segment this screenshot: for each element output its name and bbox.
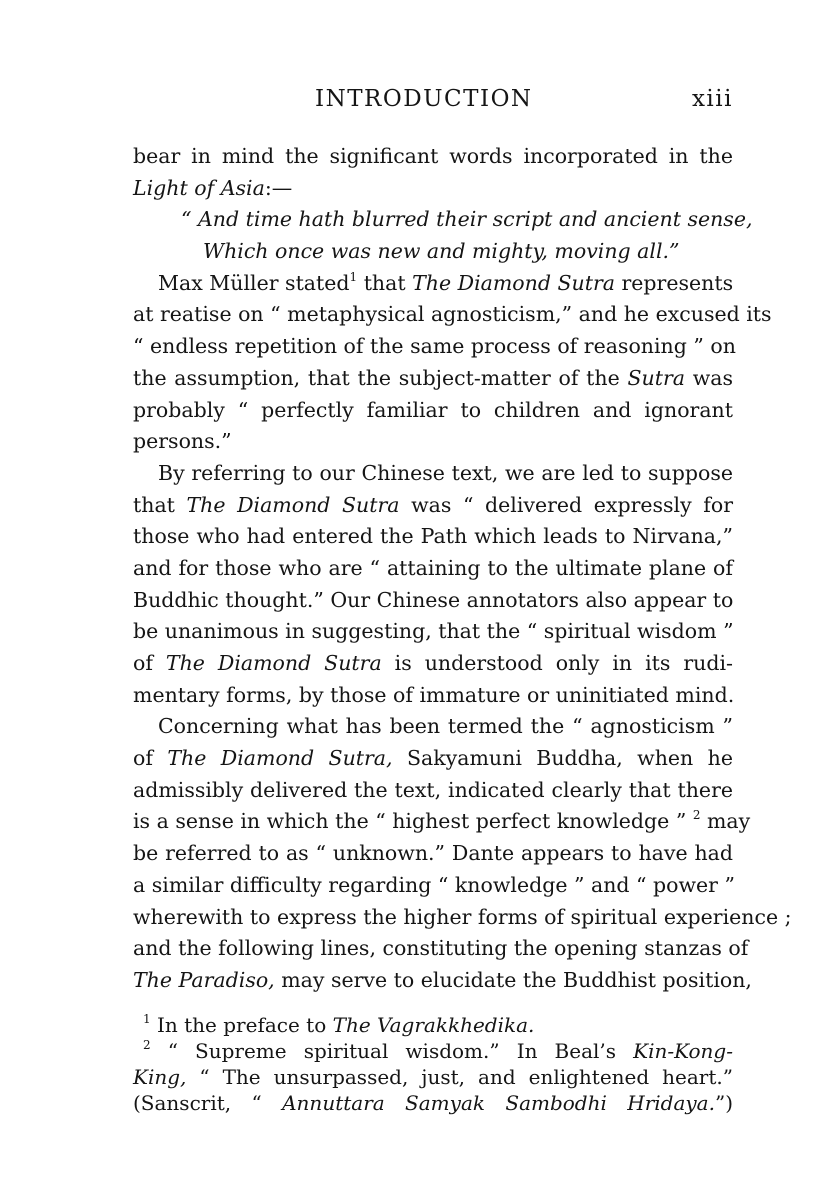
italic-span: “ And time hath blurred their script and ancient sense, [181, 207, 753, 232]
text-line [133, 965, 752, 997]
text-line [133, 521, 733, 553]
italic-span: The Vagrakkhedika. [332, 1013, 535, 1037]
italic-span: King, [133, 1065, 187, 1089]
text-span: was [684, 365, 733, 390]
text-span: “ endless repetition of the same process of reasoning ” on [133, 334, 736, 359]
footnote-mark: 1 [143, 1012, 151, 1026]
text-line [133, 553, 733, 585]
text-span: persons.” [133, 429, 232, 454]
text-line [133, 680, 733, 712]
text-line [133, 711, 733, 743]
text-span: be unanimous in suggesting, that the “ spiritual wisdom ” [133, 619, 734, 644]
text-line [133, 870, 733, 902]
text-span: ”) [714, 1091, 733, 1115]
italic-span: Light of Asia [133, 175, 265, 200]
text-line [133, 458, 733, 490]
chapter-title: INTRODUCTION [315, 86, 533, 112]
page-number: xiii [691, 86, 733, 112]
text-span: probably “ perfectly familiar to children and ignorant [133, 397, 733, 422]
text-span: may serve to elucidate the Buddhist position, [274, 967, 752, 992]
text-span: a similar difficulty regarding “ knowledge ” and “ power ” [133, 872, 735, 897]
footnote-line [133, 1012, 733, 1038]
text-line [133, 268, 733, 300]
footnotes [133, 1012, 733, 1116]
text-line [133, 141, 733, 173]
text-span: mentary forms, by those of immature or uninitiated mind. [133, 682, 735, 707]
text-line [133, 902, 792, 934]
text-span: Max Müller stated [158, 270, 350, 295]
italic-span: The Diamond Sutra [412, 270, 615, 295]
text-span: By referring to our Chinese text, we are led to suppose [158, 460, 733, 485]
text-line [133, 490, 733, 522]
verse-line [133, 204, 753, 236]
text-line [133, 395, 733, 427]
text-line [133, 363, 733, 395]
footnote-line [133, 1038, 733, 1064]
footnote-mark: 2 [692, 808, 701, 823]
text-span: was “ delivered expressly for [399, 492, 734, 517]
text-line [133, 806, 751, 838]
text-line [133, 331, 736, 363]
text-span: is a sense in which the “ highest perfect knowledge ” [133, 809, 693, 834]
running-header [133, 86, 733, 118]
text-span: bear in mind the significant words incorporated in the [133, 144, 733, 168]
italic-span: Which once was new and mighty, moving all.” [203, 239, 680, 264]
text-span: and the following lines, constituting the opening stanzas of [133, 936, 749, 961]
text-span: of [133, 746, 168, 771]
body-text [133, 141, 792, 997]
text-span: admissibly delivered the text, indicated clearly that there [133, 777, 733, 802]
text-span: the assumption, that the subject-matter of the [133, 365, 628, 390]
italic-span: Kin-Kong- [633, 1039, 733, 1063]
text-line [133, 743, 733, 775]
text-span: Buddhic thought.” Our Chinese annotators also appear to [133, 587, 734, 612]
text-span: :— [264, 175, 293, 200]
italic-span: The Diamond Sutra [186, 492, 400, 517]
text-line [133, 648, 733, 680]
text-line [133, 299, 772, 331]
italic-span: Sutra [627, 365, 685, 390]
italic-span: The Diamond Sutra [165, 651, 382, 675]
text-line [133, 426, 733, 458]
text-span: may [700, 809, 751, 834]
text-span: (Sanscrit, “ [133, 1091, 283, 1115]
footnote-line [133, 1064, 733, 1090]
italic-span: Annuttara Samyak Sambodhi Hridaya. [282, 1091, 715, 1115]
text-line [133, 775, 733, 807]
text-span: represents [614, 270, 734, 295]
text-span: and for those who are “ attaining to the ultimate plane of [133, 555, 733, 580]
text-span: that [133, 492, 187, 517]
italic-span: The Diamond Sutra, [167, 746, 393, 771]
italic-span: The Paradiso, [133, 967, 275, 992]
text-line [133, 616, 733, 648]
text-span: is understood only in its rudi- [381, 651, 733, 675]
text-span: Concerning what has been termed the “ agnosticism ” [158, 714, 733, 739]
text-line [133, 933, 749, 965]
text-line [133, 585, 733, 617]
footnote-line [133, 1090, 733, 1116]
text-line [133, 173, 733, 205]
text-line [133, 838, 733, 870]
text-span: of [133, 651, 166, 675]
footnote-mark: 2 [143, 1038, 151, 1052]
text-span: be referred to as “ unknown.” Dante appears to have had [133, 841, 733, 866]
text-span: In the preface to [150, 1013, 333, 1037]
text-span: at reatise on “ metaphysical agnosticism,” and he excused its [133, 302, 772, 327]
text-span: “ Supreme spiritual wisdom.” In Beal’s [150, 1039, 634, 1063]
verse-line [133, 236, 733, 268]
text-span: that [357, 270, 413, 295]
text-span: wherewith to express the higher forms of spiritual experience ; [133, 904, 792, 929]
footnote-mark: 1 [349, 269, 358, 284]
text-span: those who had entered the Path which leads to Nirvana,” [133, 524, 733, 549]
text-span: “ The unsurpassed, just, and enlightened heart.” [186, 1065, 733, 1089]
text-span: Sakyamuni Buddha, when he [392, 746, 734, 771]
